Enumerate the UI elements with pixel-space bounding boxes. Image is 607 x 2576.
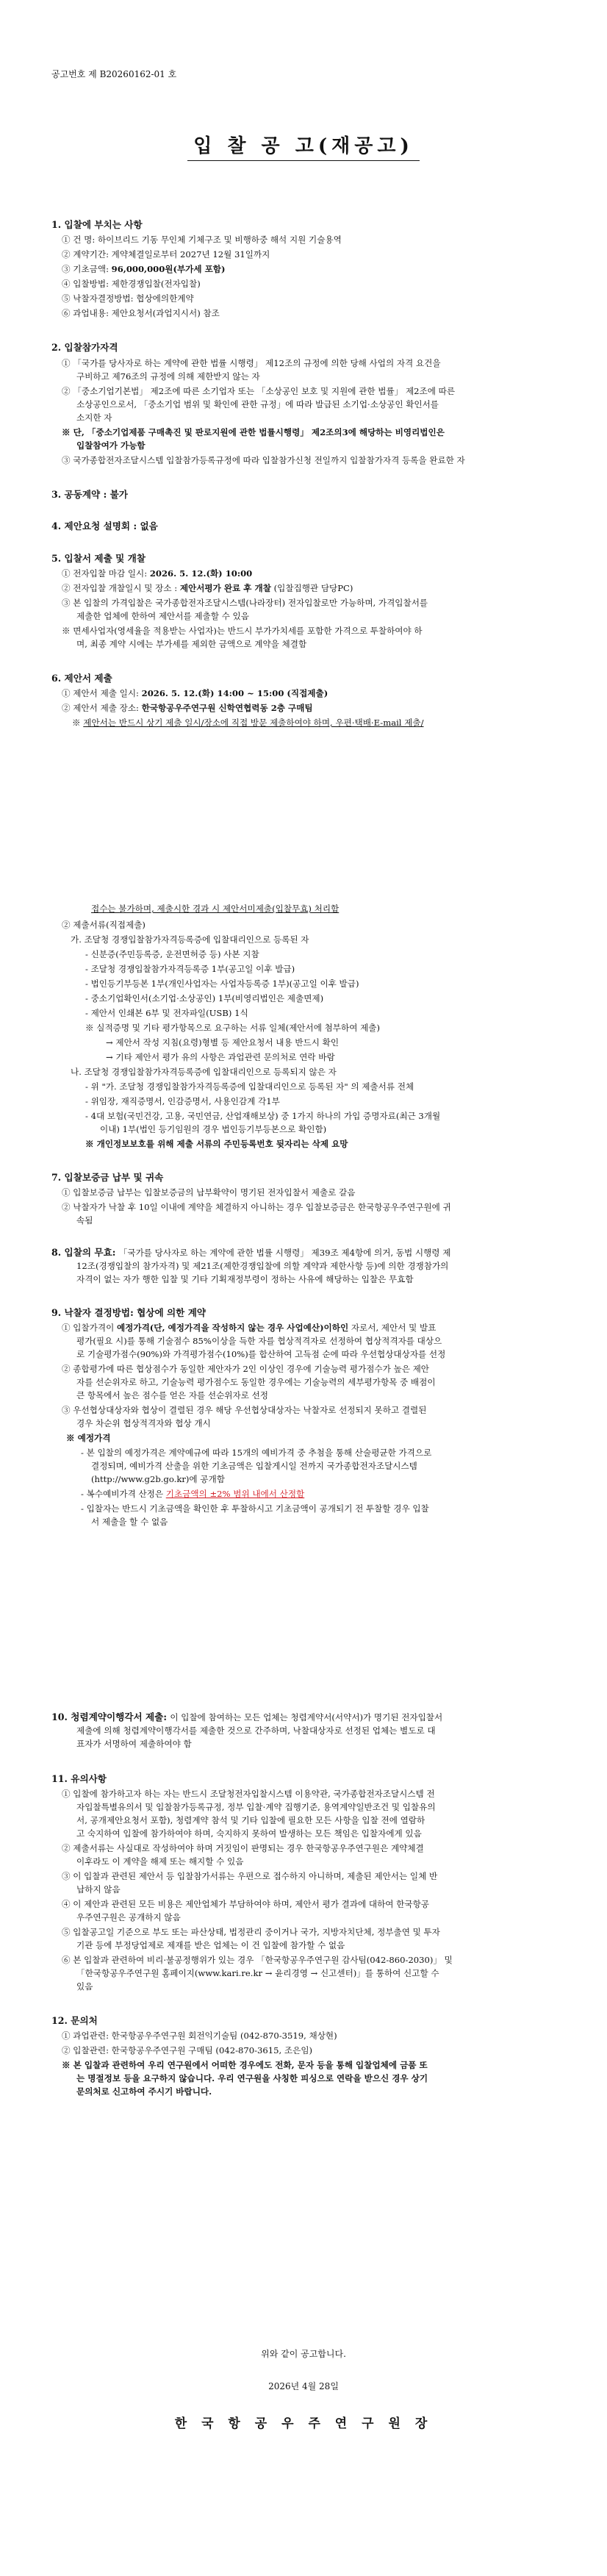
s12-warning-cont2: 문의처로 신고하여 주시기 바랍니다. [76, 2086, 212, 2097]
s9-estimate-1-cont2: (http://www.g2b.go.kr)에 공개함 [91, 1474, 225, 1484]
s9-estimate-3: - 입찰자는 반드시 기초금액을 확인한 후 투찰하시고 기초금액이 공개되기 전 투찰할 경우 입찰 [81, 1503, 429, 1514]
s11-item-5-cont: 기관 등에 부정당업제로 제재를 받은 업체는 이 건 입찰에 참가할 수 없음 [76, 1940, 345, 1950]
s7-item-2-cont: 속됨 [76, 1215, 93, 1226]
section-8 [51, 1247, 450, 1259]
notice-date: 2026년 4월 28일 [268, 2381, 339, 2391]
s5-item-1 [62, 568, 252, 579]
proposal-location: 한국항공우주연구원 신학연협력동 2층 구매팀 [141, 703, 313, 713]
s9-estimate-3-cont: 서 제출을 할 수 없음 [91, 1517, 168, 1527]
s12-warning-cont: 는 명절정보 등을 요구하지 않습니다. 우리 연구원을 사칭한 피싱으로 연락을 받으신 경우 상기 [76, 2073, 428, 2083]
s10-text-2: 제출에 의해 청렴계약이행각서를 제출한 것으로 간주하며, 낙찰대상자로 선정된 업체는 별도로 대 [76, 1725, 436, 1736]
s6-note-cont: 접수는 불가하며, 제출시한 경과 시 제안서미제출(입찰무효) 처리함 [91, 904, 340, 914]
s1-item-4: ④ 입찰방법: 제한경쟁입찰(전자입찰) [62, 279, 201, 289]
s11-item-6: ⑥ 본 입찰과 관련하여 비리·불공정행위가 있는 경우 「한국항공우주연구원 감사팀(042-860-2030)」 및 [62, 1955, 453, 1965]
s2-item-2: ② 「중소기업기본법」 제2조에 따른 소기업자 또는 「소상공인 보호 및 지원에 관한 법률」 제2조에 따른 [62, 386, 456, 396]
s9-estimate-2-label: - 복수예비가격 산정은 [81, 1489, 166, 1499]
proposal-datetime: 2026. 5. 12.(화) 14:00 ~ 15:00 (직접제출) [141, 688, 328, 698]
s6-doc-1: - 신분증(주민등록증, 운전면허증 등) 사본 지참 [85, 949, 259, 959]
s5-note-cont: 며, 최종 계약 시에는 부가세를 제외한 금액으로 계약을 체결함 [76, 639, 307, 649]
s10-text-1: 이 입찰에 참여하는 모든 업체는 청렴계약서(서약서)가 명기된 전자입찰서 [170, 1712, 443, 1722]
s5-item-2-label: ② 전자입찰 개찰일시 및 장소 : [62, 583, 180, 593]
s6-item-2 [62, 702, 313, 714]
s11-item-1-cont3: 고 숙지하여 입찰에 참가하여야 하며, 숙지하지 못하여 발생하는 모든 책임은 입찰자에게 있음 [76, 1828, 422, 1839]
s9-item-1 [62, 1322, 436, 1334]
s11-item-2-cont: 이후라도 이 계약을 해제 또는 해지할 수 있음 [76, 1856, 244, 1867]
s6-note-mark: ※ [72, 718, 84, 728]
s9-estimate-1-cont: 결정되며, 예비가격 산출을 위한 기초금액은 입찰게시일 전까지 국가종합전자조달시스템 [91, 1461, 417, 1471]
s2-item-3: ③ 국가종합전자조달시스템 입찰참가등록규정에 따라 입찰참가신청 전일까지 입찰참가자격 등록을 완료한 자 [62, 455, 465, 465]
section-10-heading: 10. 청렴계약이행각서 제출: [51, 1711, 170, 1722]
section-11-heading: 11. 유의사항 [51, 1773, 107, 1784]
s1-item-3 [62, 263, 226, 275]
section-4-heading: 4. 제안요청 설명회 : 없음 [51, 520, 158, 532]
s11-item-4-cont: 우주연구원은 공개하지 않음 [76, 1912, 181, 1922]
s9-item-2-cont: 자를 선순위자로 하고, 기술능력 평가점수도 동일한 경우에는 기술능력의 세부평가항목 중 배점이 [76, 1377, 436, 1387]
s9-item-1-bold: 예정가격(단, 예정가격을 작성하지 않는 경우 사업예산)이하인 [116, 1323, 349, 1333]
page-title: 입 찰 공 고(재공고) [193, 135, 414, 157]
s6-doc-note-2: → 기타 제안서 평가 유의 사항은 과업관련 문의처로 연락 바람 [106, 1052, 335, 1062]
s8-text-1: 「국가를 당사자로 하는 계약에 관한 법률 시행령」 제39조 제4항에 의거, 동법 시행령 제 [118, 1248, 451, 1258]
notice-number: 공고번호 제 B20260162-01 호 [51, 69, 177, 79]
bid-deadline: 2026. 5. 12.(화) 10:00 [149, 568, 253, 579]
s8-text-3: 자격이 없는 자가 행한 입찰 및 기타 기획재정부령이 정하는 사유에 해당하는 입찰은 무효함 [76, 1274, 414, 1284]
s2-note-cont: 입찰참여가 가능함 [76, 440, 146, 451]
s2-item-2-cont: 소상공인으로서, 「중소기업 범위 및 확인에 관한 규정」에 따라 발급된 소기업·소상공인 확인서를 [76, 399, 439, 409]
s6-docb-3: - 4대 보험(국민건강, 고용, 국민연금, 산업재해보상) 중 1가지 하나의 가입 증명자료(최근 3개월 [85, 1111, 441, 1121]
s11-item-3-cont: 납하지 않음 [76, 1884, 121, 1895]
base-amount: 96,000,000원(부가세 포함) [111, 264, 226, 274]
s6-sub-a: 가. 조달청 경쟁입찰참가자격등록증에 입찰대리인으로 등록된 자 [71, 934, 309, 945]
s6-sub-b: 나. 조달청 경쟁입찰참가자격등록증에 입찰대리인으로 등록되지 않은 자 [71, 1067, 337, 1077]
s7-item-1: ① 입찰보증금 납부는 입찰보증금의 납부확약이 명기된 전자입찰서 제출로 갈음 [62, 1187, 356, 1198]
s11-item-6-cont2: 있음 [76, 1981, 93, 1992]
s9-item-1-cont2: 로 기술평가점수(90%)와 가격평가점수(10%)를 합산하여 고득점 순에 따라 우선협상대상자를 선정 [76, 1349, 446, 1359]
s6-doc-4: - 중소기업확인서(소기업·소상공인) 1부(비영리법인은 제출면제) [85, 993, 324, 1003]
s11-item-1: ① 입찰에 참가하고자 하는 자는 반드시 조달청전자입찰시스템 이용약관, 국가종합전자조달시스템 전 [62, 1789, 435, 1799]
s12-contact-bid: ② 입찰관련: 한국항공우주연구원 구매팀 (042-870-3615, 조은임) [62, 2045, 313, 2056]
s9-item-1-label: ① 입찰가격이 [62, 1323, 117, 1333]
s6-doc-2: - 조달청 경쟁입찰참가자격등록증 1부(공고일 이후 발급) [85, 964, 295, 974]
s6-note-text: 제안서는 반드시 상기 제출 일시/장소에 직접 방문 제출하여야 하며, 우편·택배·E-mail 제출/ [83, 718, 424, 728]
s1-item-3-label: ③ 기초금액: [62, 264, 112, 274]
section-1-heading: 1. 입찰에 부치는 사항 [51, 219, 143, 230]
s9-item-3-cont: 경우 차순위 협상적격자와 협상 개시 [76, 1418, 211, 1428]
section-6-heading: 6. 제안서 제출 [51, 673, 112, 684]
s6-docb-1: - 위 "가. 조달청 경쟁입찰참가자격등록증에 입찰대리인으로 등록된 자" 의 제출서류 전체 [85, 1081, 414, 1092]
s11-item-2: ② 제출서류는 사실대로 작성하여야 하며 거짓임이 판명되는 경우 한국항공우주연구원은 계약체결 [62, 1843, 424, 1853]
opening-condition: 제안서평가 완료 후 개찰 [179, 583, 271, 593]
s6-docb-2: - 위임장, 재직증명서, 인감증명서, 사용인감계 각1부 [85, 1096, 280, 1106]
s12-contact-task: ① 과업관련: 한국항공우주연구원 회전익기술팀 (042-870-3519, 채상현) [62, 2031, 337, 2041]
s5-item-3-cont: 제출한 업체에 한하여 제안서를 제출할 수 있음 [76, 611, 249, 621]
s6-doc-5: - 제안서 인쇄본 6부 및 전자파일(USB) 1식 [85, 1008, 248, 1018]
section-8-heading: 8. 입찰의 무효: [51, 1247, 119, 1258]
s5-item-1-label: ① 전자입찰 마감 일시: [62, 568, 150, 579]
section-7-heading: 7. 입찰보증금 납부 및 귀속 [51, 1172, 164, 1183]
s7-item-2: ② 낙찰자가 낙찰 후 10일 이내에 계약을 체결하지 아니하는 경우 입찰보증금은 한국항공우주연구원에 귀 [62, 1202, 451, 1212]
s2-item-1: ① 「국가를 당사자로 하는 계약에 관한 법률 시행령」 제12조의 규정에 의한 당해 사업의 자격 요건을 [62, 358, 441, 368]
s6-privacy-note: ※ 개인정보보호를 위해 제출 서류의 주민등록번호 뒷자리는 삭제 요망 [85, 1139, 348, 1149]
s6-item-2-label: ② 제안서 제출 장소: [62, 703, 142, 713]
s9-item-2-cont2: 큰 항목에서 높은 점수를 얻은 자를 선순위자로 선정 [76, 1390, 268, 1400]
s11-item-1-cont: 자입찰특별유의서 및 입찰참가등록규정, 정부 입찰·계약 집행기준, 용역계약일반조건 및 입찰유의 [76, 1802, 436, 1812]
s9-estimate-heading: ※ 예정가격 [66, 1433, 111, 1443]
s2-note: ※ 단, 「중소기업제품 구매촉진 및 판로지원에 관한 법률시행령」 제2조의3에 해당하는 비영리법인은 [62, 427, 445, 437]
s1-item-1: ① 건 명: 하이브리드 기동 무인체 기체구조 및 비행하중 해석 지원 기술용역 [62, 235, 342, 245]
s6-doc-note: ※ 실적증명 및 기타 평가항목으로 요구하는 서류 일체(제안서에 첨부하여 제출) [85, 1023, 380, 1033]
s6-doc-note-1: → 제안서 작성 지침(요령)형별 등 제안요청서 내용 반드시 확인 [106, 1037, 340, 1048]
s11-item-6-cont: 「한국항공우주연구원 홈페이지(www.kari.re.kr → 윤리경영 → 신고센터)」를 통하여 신고할 수 [76, 1968, 439, 1978]
s11-item-4: ④ 이 제안과 관련된 모든 비용은 제안업체가 부담하여야 하며, 제안서 평가 결과에 대하여 한국항공 [62, 1899, 429, 1909]
s5-note: ※ 면세사업자(영세율을 적용받는 사업자)는 반드시 부가가치세를 포함한 가격으로 투찰하여야 하 [62, 626, 423, 636]
section-12-heading: 12. 문의처 [51, 2015, 98, 2026]
section-10 [51, 1711, 442, 1723]
s6-item-1 [62, 687, 328, 699]
s9-item-1-tail: 자로서, 제안서 및 발표 [348, 1323, 437, 1333]
s9-estimate-range: 기초금액의 ±2% 범위 내에서 산정함 [165, 1489, 305, 1499]
s9-estimate-1: - 본 입찰의 예정가격은 계약예규에 따라 15개의 예비가격 중 추첨을 통해 산술평균한 가격으로 [81, 1448, 432, 1458]
s9-item-1-cont: 평가(필요 시)를 통해 기술점수 85%이상을 득한 자를 협상적격자로 선정하여 협상적격자를 대상으 [76, 1336, 442, 1346]
s9-item-2: ② 종합평가에 따른 협상점수가 동일한 제안자가 2인 이상인 경우에 기술능력 평가점수가 높은 제안 [62, 1364, 429, 1374]
section-9-heading: 9. 낙찰자 결정방법: 협상에 의한 계약 [51, 1307, 206, 1318]
s9-estimate-2 [81, 1488, 304, 1500]
s12-warning: ※ 본 입찰과 관련하여 우리 연구원에서 어떠한 경우에도 전화, 문자 등을 통해 입찰업체에 금품 또 [62, 2060, 428, 2070]
s11-item-5: ⑤ 입찰공고일 기준으로 부도 또는 파산상태, 법정관리 중이거나 국가, 지방자치단체, 정부출연 및 투자 [62, 1927, 440, 1937]
s11-item-3: ③ 이 입찰과 관련된 제안서 등 입찰참가서류는 우편으로 접수하지 아니하며, 제출된 제안서는 일체 반 [62, 1871, 438, 1881]
s8-text-2: 12조(경쟁입찰의 참가자격) 및 제21조(제한경쟁입찰에 의할 계약과 제한사항 등)에 의한 경쟁참가의 [76, 1261, 449, 1271]
section-5-heading: 5. 입찰서 제출 및 개찰 [51, 553, 146, 564]
s6-item-1-label: ① 제안서 제출 일시: [62, 688, 142, 698]
s2-item-1-cont: 구비하고 제76조의 규정에 의해 제한받지 않는 자 [76, 371, 260, 382]
s6-note [72, 717, 424, 729]
closing-statement: 위와 같이 공고합니다. [261, 2349, 346, 2359]
s6-item-2b: ② 제출서류(직접제출) [62, 920, 146, 930]
s11-item-1-cont2: 서, 공개제안요청서 포함), 청렴계약 참석 및 기타 입찰에 필요한 모든 사항을 입찰 전에 열람하 [76, 1815, 425, 1825]
s2-item-2-cont2: 소지한 자 [76, 412, 112, 423]
s1-item-6: ⑥ 과업내용: 제안요청서(과업지시서) 참조 [62, 308, 220, 318]
s5-item-2 [62, 582, 353, 594]
s10-text-3: 표자가 서명하여 제출하여야 함 [76, 1739, 192, 1749]
opening-place: (입찰집행관 담당PC) [270, 583, 353, 593]
s9-item-3: ③ 우선협상대상자와 협상이 결렬된 경우 해당 우선협상대상자는 낙찰자로 선정되지 못하고 결렬된 [62, 1405, 427, 1415]
s6-docb-3-cont: 이내) 1부(법인 등기임원의 경우 법인등기부등본으로 확인함) [100, 1124, 327, 1134]
s5-item-3: ③ 본 입찰의 가격입찰은 국가종합전자조달시스템(나라장터) 전자입찰로만 가능하며, 가격입찰서를 [62, 598, 428, 608]
section-3-heading: 3. 공동계약 : 불가 [51, 489, 128, 500]
s1-item-5: ⑤ 낙찰자결정방법: 협상에의한계약 [62, 293, 194, 304]
title-underline [187, 160, 420, 161]
s6-doc-3: - 법인등기부등본 1부(개인사업자는 사업자등록증 1부)(공고일 이후 발급) [85, 978, 359, 989]
section-2-heading: 2. 입찰참가자격 [51, 342, 118, 353]
s1-item-2: ② 계약기간: 계약체결일로부터 2027년 12월 31일까지 [62, 249, 270, 260]
issuing-organization: 한 국 항 공 우 주 연 구 원 장 [174, 2416, 433, 2431]
